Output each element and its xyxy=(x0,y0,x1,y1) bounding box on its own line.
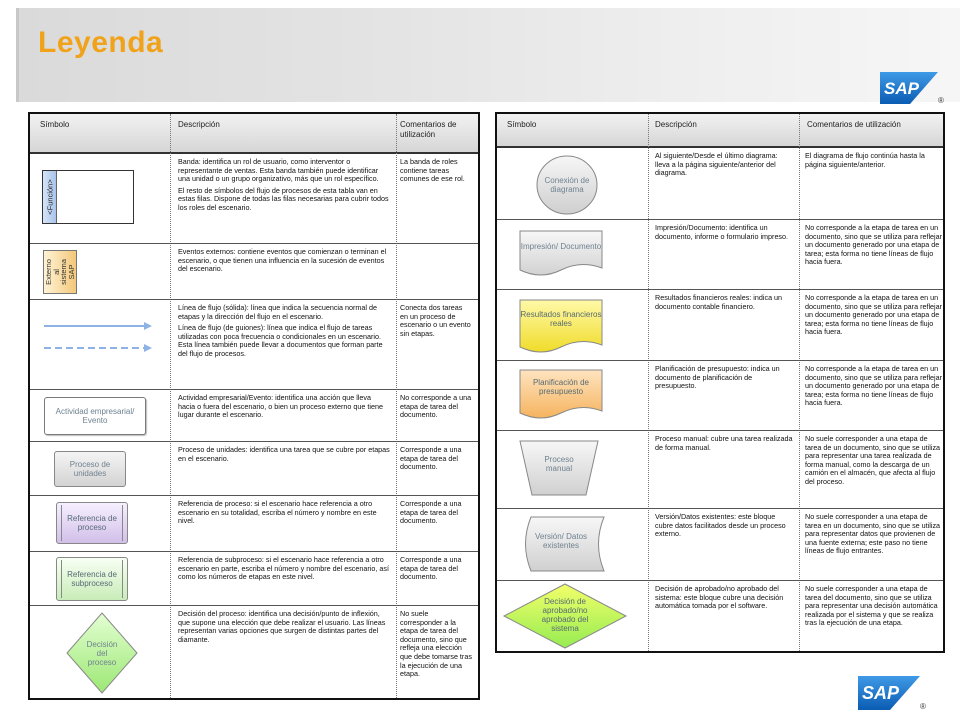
unit-process-icon xyxy=(54,451,126,487)
process-reference-label: Referencia de proceso xyxy=(67,514,117,532)
sap-logo-bottom xyxy=(858,676,920,710)
page-title: Leyenda xyxy=(38,26,164,59)
description-text: Proceso de unidades: identifica una tarea que se cubre por etapas en el escenario. xyxy=(178,445,390,463)
row-comments: No suele corresponder a una etapa de tarea en un documento, sino que se utiliza para representar datos que provienen de una fuente externa; este paso no tiene líneas de flujo entrantes. xyxy=(805,512,941,556)
table-row xyxy=(30,442,478,496)
row-comments: No corresponde a una etapa de tarea del documento. xyxy=(400,393,472,420)
table-row xyxy=(30,496,478,552)
manual-process-label: Proceso manual xyxy=(544,455,574,473)
table-row xyxy=(497,290,943,361)
table-row xyxy=(497,581,943,651)
row-description: Proceso manual: cubre una tarea realizada de forma manual. xyxy=(655,434,793,452)
connector-label: Conexión de diagrama xyxy=(544,176,590,194)
legend-table-right xyxy=(495,112,945,653)
table-row xyxy=(30,244,478,300)
table-row xyxy=(497,148,943,220)
header-comments: Comentarios de utilización xyxy=(400,120,457,139)
sap-logo-text: SAP xyxy=(862,683,900,703)
row-comments: Corresponde a una etapa de tarea del documento. xyxy=(400,555,462,582)
swimlane-band-label: <Función> xyxy=(45,179,54,215)
description-text: Eventos externos: contiene eventos que comienzan o terminan el escenario, o que tienen una influencia en la sucesión de eventos del escenario. xyxy=(178,247,387,274)
row-comments xyxy=(400,244,472,299)
row-comments: No suele corresponder a una etapa de tarea del documento, sino que se utiliza para representar una decisión automática realizada por el sistema y que se realiza tras la ejecución de una etapa. xyxy=(805,584,938,628)
row-description xyxy=(178,606,390,698)
table-row xyxy=(30,552,478,606)
row-description: Versión/Datos existentes: este bloque cubre datos facilitados desde un proceso externo. xyxy=(655,512,786,539)
system-decision-label: Decisión de aprobado/no aprobado del sistema xyxy=(541,597,589,633)
row-description xyxy=(178,300,390,389)
row-description: Impresión/Documento: identifica un documento, informe o formulario impreso. xyxy=(655,223,789,241)
table-row xyxy=(497,361,943,431)
description-text: El resto de símbolos del flujo de procesos de esta tabla van en estas filas. Dispone de todas las filas necesarias para cubrir todos los roles del escenario. xyxy=(178,185,389,212)
table-header xyxy=(30,114,478,154)
description-text: Actividad empresarial/Evento: identifica una acción que lleva hacia o fuera del escenario, o bien un proceso externo que tiene lugar durante el escenario. xyxy=(178,393,383,420)
budget-planning-label: Planificación de presupuesto xyxy=(532,378,590,396)
header-symbol: Símbolo xyxy=(40,120,70,129)
row-description xyxy=(178,390,390,441)
description-text: Referencia de subproceso: si el escenario hace referencia a otro escenario en parte, escriba el número y nombre del escenario, así como los números de etapas en este nivel. xyxy=(178,555,389,582)
header-description: Descripción xyxy=(178,120,220,129)
header-symbol: Símbolo xyxy=(507,120,537,129)
process-reference-icon xyxy=(56,502,128,544)
sap-logo-top xyxy=(880,72,938,104)
table-row xyxy=(497,431,943,509)
unit-process-label: Proceso de unidades xyxy=(69,460,111,478)
table-header xyxy=(497,114,943,148)
table-row xyxy=(30,154,478,244)
row-comments: Conecta dos tareas en un proceso de escenario o un evento sin etapas. xyxy=(400,303,471,338)
row-comments: Corresponde a una etapa de tarea del documento. xyxy=(400,445,462,472)
row-description: Resultados financieros reales: indica un documento contable financiero. xyxy=(655,293,783,311)
description-text: Banda: identifica un rol de usuario, como interventor o representante de ventas. Esta banda también puede identificar una unidad o un grupo organizativo, más que un rol específico. xyxy=(178,157,379,184)
row-comments: El diagrama de flujo continúa hasta la página siguiente/anterior. xyxy=(805,151,925,169)
row-description: Planificación de presupuesto: indica un documento de planificación de presupuesto. xyxy=(655,364,780,391)
description-text: Decisión del proceso: identifica una decisión/punto de inflexión, que supone una elección que debe realizar el usuario. Las líneas representan varias opciones que surgen de distintas partes del diamante. xyxy=(178,609,386,644)
row-comments: No suele corresponder a una etapa de tarea de un documento, sino que se utiliza para representar una tarea realizada de forma manual, como la descarga de un camión en el almacén, que afecta al flujo del proceso. xyxy=(805,434,941,486)
row-comments: No corresponde a la etapa de tarea en un documento, sino que se utiliza para reflejar un documento generado por una etapa de tarea; esta forma no tiene líneas de flujo hacia fuera. xyxy=(805,223,943,267)
table-row xyxy=(30,390,478,442)
external-event-label: Externo al sistema SAP xyxy=(44,259,76,285)
header-comments: Comentarios de utilización xyxy=(807,120,901,129)
sap-registered-mark: ® xyxy=(920,702,926,711)
row-comments: La banda de roles contiene tareas comunes de ese rol. xyxy=(400,157,465,184)
description-text: Línea de flujo (sólida): línea que indica la secuencia normal de etapas y la dirección del flujo en el escenario. xyxy=(178,303,377,321)
document-label: Impresión/ Documento xyxy=(520,241,602,251)
table-row xyxy=(30,606,478,698)
sap-registered-mark: ® xyxy=(938,96,944,105)
sap-logo-text: SAP xyxy=(884,79,919,98)
business-activity-icon xyxy=(44,397,146,435)
table-row xyxy=(30,300,478,390)
subprocess-reference-label: Referencia de subproceso xyxy=(67,570,117,588)
subprocess-reference-icon xyxy=(56,557,128,601)
row-comments: No suele corresponder a la etapa de tarea del documento, sino que refleja una elección que debe tomarse tras la ejecución de una etapa. xyxy=(400,609,472,679)
table-row xyxy=(497,220,943,290)
description-text: Referencia de proceso: si el escenario hace referencia a otro escenario en su totalidad, escriba el número y nombre en este nivel. xyxy=(178,499,377,526)
business-activity-label: Actividad empresarial/ Evento xyxy=(55,407,135,425)
header-description: Descripción xyxy=(655,120,697,129)
external-event-icon xyxy=(43,250,77,294)
row-description xyxy=(178,244,390,299)
decision-label: Decisión del proceso xyxy=(86,639,118,667)
swimlane-band-icon xyxy=(42,170,134,224)
row-comments: No corresponde a la etapa de tarea en un documento, sino que se utiliza para reflejar un documento generado por una etapa de tarea; esta forma no tiene líneas de flujo hacia fuera. xyxy=(805,293,943,337)
row-description xyxy=(178,552,390,605)
row-description xyxy=(178,154,390,243)
financial-results-label: Resultados financieros reales xyxy=(520,310,602,328)
row-description xyxy=(178,442,390,495)
row-description: Al siguiente/Desde el último diagrama: lleva a la página siguiente/anterior del diagrama. xyxy=(655,151,778,178)
table-row xyxy=(497,509,943,581)
dashed-flow-arrow-icon xyxy=(44,342,154,358)
row-description: Decisión de aprobado/no aprobado del sistema: este bloque cubre una decisión automática tomada por el software. xyxy=(655,584,784,611)
description-text: Línea de flujo (de guiones): línea que indica el flujo de tareas utilizadas con poca frecuencia o condicionales en un escenario. Esta línea también puede llevar a documentos que forman parte del flujo de procesos. xyxy=(178,323,383,358)
legend-table-left xyxy=(28,112,480,700)
row-comments: Corresponde a una etapa de tarea del documento. xyxy=(400,499,462,526)
row-comments: No corresponde a la etapa de tarea en un documento, sino que se utiliza para reflejar un documento generado por una etapa de tarea; esta forma no tiene líneas de flujo hacia fuera. xyxy=(805,364,943,408)
stored-data-label: Versión/ Datos existentes xyxy=(534,532,588,550)
row-description xyxy=(178,496,390,551)
